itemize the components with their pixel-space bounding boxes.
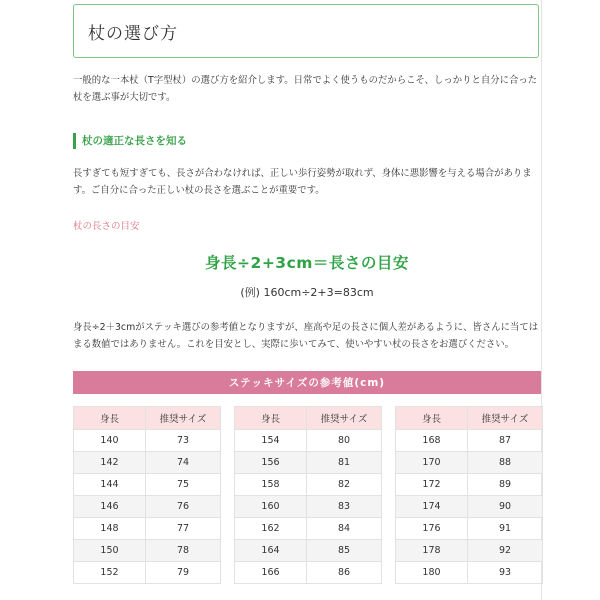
table-header-row xyxy=(74,407,221,430)
table-row xyxy=(74,430,221,452)
size-cell: 74 xyxy=(146,452,221,474)
table-row xyxy=(396,562,543,584)
size-cell: 86 xyxy=(307,562,382,584)
size-table-banner: ステッキサイズの参考値(cm) xyxy=(73,371,541,394)
height-cell: 174 xyxy=(396,496,468,518)
height-cell: 146 xyxy=(74,496,146,518)
height-cell: 176 xyxy=(396,518,468,540)
table-row xyxy=(74,474,221,496)
table-row xyxy=(235,496,382,518)
formula-example: (例) 160cm÷2+3=83cm xyxy=(240,286,374,299)
table-row xyxy=(235,430,382,452)
section-heading: 杖の適正な長さを知る xyxy=(73,133,187,149)
table-row xyxy=(235,518,382,540)
table-row xyxy=(396,540,543,562)
height-cell: 150 xyxy=(74,540,146,562)
height-cell: 168 xyxy=(396,430,468,452)
table-row xyxy=(396,518,543,540)
table-row xyxy=(235,540,382,562)
height-cell: 144 xyxy=(74,474,146,496)
size-cell: 85 xyxy=(307,540,382,562)
height-cell: 172 xyxy=(396,474,468,496)
size-cell: 81 xyxy=(307,452,382,474)
table-row xyxy=(235,474,382,496)
table-header-row xyxy=(396,407,543,430)
size-table-3 xyxy=(395,406,543,584)
height-cell: 142 xyxy=(74,452,146,474)
size-cell: 82 xyxy=(307,474,382,496)
header-height: 身長 xyxy=(235,407,307,430)
header-size: 推奨サイズ xyxy=(468,407,543,430)
size-cell: 83 xyxy=(307,496,382,518)
table-row xyxy=(74,562,221,584)
height-cell: 164 xyxy=(235,540,307,562)
size-table-2 xyxy=(234,406,382,584)
height-cell: 152 xyxy=(74,562,146,584)
size-cell: 92 xyxy=(468,540,543,562)
height-cell: 178 xyxy=(396,540,468,562)
table-row xyxy=(74,518,221,540)
title-box xyxy=(73,4,539,58)
size-cell: 87 xyxy=(468,430,543,452)
table-row xyxy=(235,452,382,474)
size-cell: 78 xyxy=(146,540,221,562)
size-cell: 84 xyxy=(307,518,382,540)
table-row xyxy=(396,452,543,474)
table-row xyxy=(74,540,221,562)
sub-heading: 杖の長さの目安 xyxy=(73,221,140,232)
header-size: 推奨サイズ xyxy=(307,407,382,430)
size-cell: 77 xyxy=(146,518,221,540)
size-table-1 xyxy=(73,406,221,584)
size-cell: 93 xyxy=(468,562,543,584)
table-row xyxy=(396,474,543,496)
height-cell: 180 xyxy=(396,562,468,584)
size-cell: 88 xyxy=(468,452,543,474)
size-cell: 89 xyxy=(468,474,543,496)
height-cell: 160 xyxy=(235,496,307,518)
page-title: 杖の選び方 xyxy=(88,23,178,44)
height-cell: 170 xyxy=(396,452,468,474)
height-cell: 148 xyxy=(74,518,146,540)
size-cell: 79 xyxy=(146,562,221,584)
height-cell: 162 xyxy=(235,518,307,540)
header-size: 推奨サイズ xyxy=(146,407,221,430)
table-row xyxy=(74,452,221,474)
table-header-row xyxy=(235,407,382,430)
size-cell: 76 xyxy=(146,496,221,518)
table-row xyxy=(235,562,382,584)
height-cell: 140 xyxy=(74,430,146,452)
height-cell: 154 xyxy=(235,430,307,452)
header-height: 身長 xyxy=(396,407,468,430)
size-cell: 90 xyxy=(468,496,543,518)
height-cell: 156 xyxy=(235,452,307,474)
intro-paragraph: 一般的な一本杖（T字型杖）の選び方を紹介します。日常でよく使うものだからこそ、しっかりと自分に合った杖を選ぶ事が大切です。 xyxy=(73,75,538,103)
table-row xyxy=(74,496,221,518)
note-paragraph: 身長÷2＋3cmがステッキ選びの参考値となりますが、座高や足の長さに個人差があるように、皆さんに当てはまる数値ではありません。これを目安とし、実際に歩いてみて、使いやすい杖の長さをお選びください。 xyxy=(73,322,539,350)
size-cell: 75 xyxy=(146,474,221,496)
section-paragraph: 長すぎても短すぎても、長さが合わなければ、正しい歩行姿勢が取れず、身体に悪影響を与える場合があります。ご自分に合った正しい杖の長さを選ぶことが重要です。 xyxy=(73,168,532,196)
size-cell: 73 xyxy=(146,430,221,452)
header-height: 身長 xyxy=(74,407,146,430)
table-row xyxy=(396,430,543,452)
height-cell: 166 xyxy=(235,562,307,584)
size-cell: 80 xyxy=(307,430,382,452)
length-formula: 身長÷2+3cm＝長さの目安 xyxy=(205,254,409,272)
size-cell: 91 xyxy=(468,518,543,540)
height-cell: 158 xyxy=(235,474,307,496)
table-row xyxy=(396,496,543,518)
